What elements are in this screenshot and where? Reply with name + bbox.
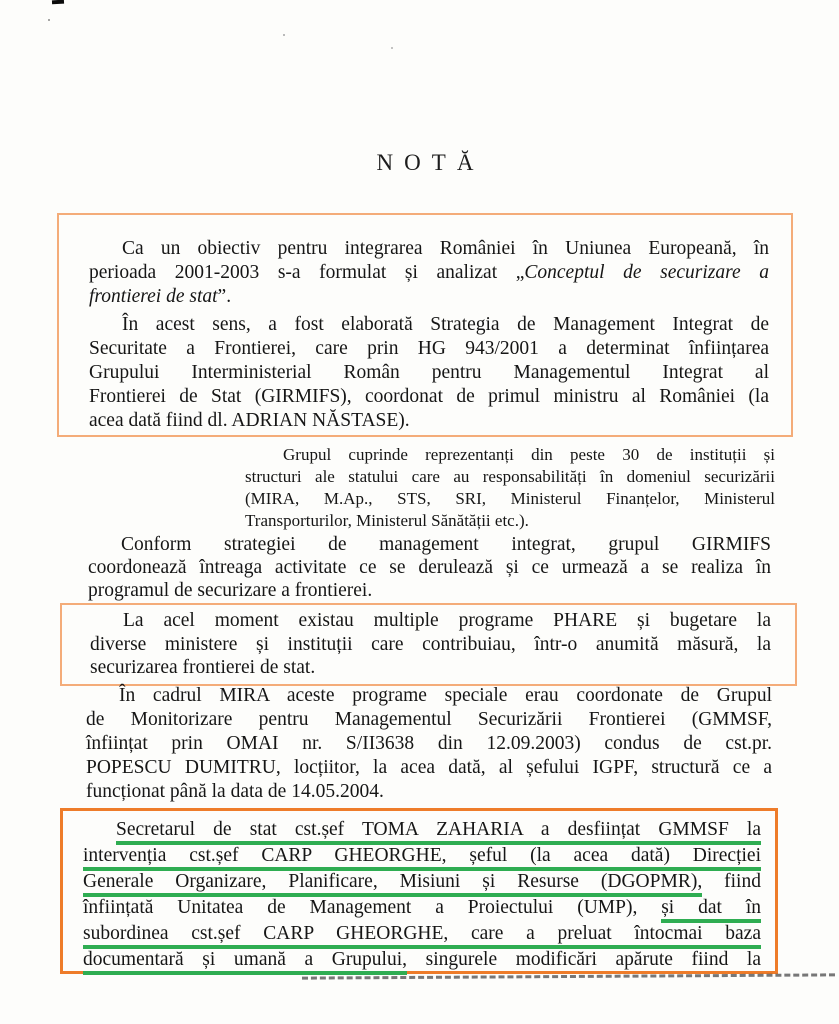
text-span: securizarea frontierei de stat. <box>90 657 316 678</box>
text-line <box>86 756 772 780</box>
text-line <box>245 444 775 466</box>
green-underlined-text: intervenția cst.șef CARP GHEORGHE, șeful (la acea dată) Direcției <box>83 845 761 871</box>
paragraph-objective <box>89 237 769 309</box>
text-span: La acel moment existau multiple programe PHARE și bugetare la <box>123 610 771 631</box>
text-line <box>83 817 761 843</box>
text-line <box>245 510 775 532</box>
text-line <box>83 921 761 947</box>
highlight-box-1-content <box>59 215 791 433</box>
text-line <box>245 466 775 488</box>
text-line <box>89 385 769 409</box>
text-line <box>90 609 771 633</box>
green-underlined-text: Generale Organizare, Planificare, Misiuni și Resurse (DGOPMR), <box>83 871 702 897</box>
scan-artifact-ink-mark <box>52 0 64 4</box>
scan-artifact-speck <box>391 47 393 49</box>
text-span: Securitate a Frontierei, care prin HG 943/2001 a determinat înființarea <box>89 338 769 359</box>
text-span: Ca un obiectiv pentru integrarea României în Uniunea Europeană, în <box>122 238 769 259</box>
green-underlined-text: Secretarul de stat cst.șef TOMA ZAHARIA a desființat GMMSF la <box>116 819 761 845</box>
text-span: Frontierei de Stat (GIRMIFS), coordonat de primul ministru al României (la <box>89 386 769 407</box>
text-line <box>83 895 761 921</box>
text-span: de Monitorizare pentru Managementul Securizării Frontierei (GMMSF, <box>86 709 772 730</box>
paragraph-group-note <box>245 444 775 532</box>
paragraph-secretar-underlined <box>63 811 775 973</box>
text-span: În cadrul MIRA aceste programe speciale erau coordonate de Grupul <box>119 685 772 706</box>
text-span: structuri ale statului care au responsabilități în domeniul securizării <box>245 467 775 486</box>
scan-artifact-speck <box>48 19 50 21</box>
text-span: În acest sens, a fost elaborată Strategia de Management Integrat de <box>122 314 769 335</box>
text-line <box>89 237 769 261</box>
italic-text: Conceptul de securizare a <box>524 262 769 283</box>
italic-text: frontierei de stat <box>89 286 218 307</box>
text-span: înființat prin OMAI nr. S/II3638 din 12.09.2003) condus de cst.pr. <box>86 733 772 754</box>
text-line <box>86 684 772 708</box>
text-line <box>89 361 769 385</box>
text-span: Grupului Interministerial Român pentru Managementul Integrat al <box>89 362 769 383</box>
text-span: fiind <box>702 871 761 892</box>
text-span: înființată Unitatea de Management a Proiectului (UMP), <box>83 897 662 918</box>
text-line <box>89 337 769 361</box>
text-line <box>90 633 771 657</box>
text-span: funcționat până la data de 14.05.2004. <box>86 781 384 802</box>
text-span: (MIRA, M.Ap., STS, SRI, Ministerul Finanțelor, Ministerul <box>245 489 775 508</box>
text-line <box>88 579 771 602</box>
text-line <box>86 732 772 756</box>
text-span: coordonează întreaga activitate ce se derulează și ce urmează a se realiza în <box>88 557 771 578</box>
highlight-box-secretar <box>60 808 778 974</box>
text-line <box>83 947 761 973</box>
text-span: POPESCU DUMITRU, locțiitor, la acea dată, al șefului IGPF, structură ce a <box>86 757 772 778</box>
text-line <box>83 843 761 869</box>
text-span: programul de securizare a frontierei. <box>88 580 373 601</box>
text-line <box>89 313 769 337</box>
text-span: perioada 2001-2003 s-a formulat și analizat „ <box>89 262 525 283</box>
green-underlined-text: și dat în <box>661 897 761 923</box>
text-line <box>83 869 761 895</box>
paragraph-mira-gmmsf <box>86 684 772 804</box>
text-span: Conform strategiei de management integrat, grupul GIRMIFS <box>121 534 771 555</box>
text-span: ”. <box>217 286 232 307</box>
text-span: acea dată fiind dl. ADRIAN NĂSTASE). <box>89 410 410 431</box>
green-underlined-text: documentară și umană a Grupului, <box>83 949 407 975</box>
text-line <box>89 285 769 309</box>
text-span: singurele modificări apărute fiind la <box>407 949 762 970</box>
text-line <box>88 556 771 579</box>
text-span: diverse ministere și instituții care contribuiau, într-o anumită măsură, la <box>90 633 771 655</box>
document-title: NOTĂ <box>376 150 485 175</box>
text-line <box>86 780 772 804</box>
text-line <box>88 533 771 556</box>
text-line <box>86 708 772 732</box>
text-line <box>90 656 771 680</box>
text-span: Transporturilor, Ministerul Sănătății etc.). <box>245 511 529 530</box>
highlight-box-objective <box>57 213 793 437</box>
text-span: Grupul cuprinde reprezentanți din peste 30 de instituții și <box>283 445 775 464</box>
paragraph-conform-strategy <box>88 533 771 602</box>
text-line <box>89 261 769 285</box>
text-line <box>245 488 775 510</box>
text-line <box>89 409 769 433</box>
green-underlined-text: subordinea cst.șef CARP GHEORGHE, care a preluat întocmai baza <box>83 923 761 949</box>
highlight-box-phare <box>60 603 797 686</box>
paragraph-phare <box>62 605 795 680</box>
paragraph-strategy <box>89 313 769 433</box>
scan-artifact-speck <box>283 34 285 36</box>
